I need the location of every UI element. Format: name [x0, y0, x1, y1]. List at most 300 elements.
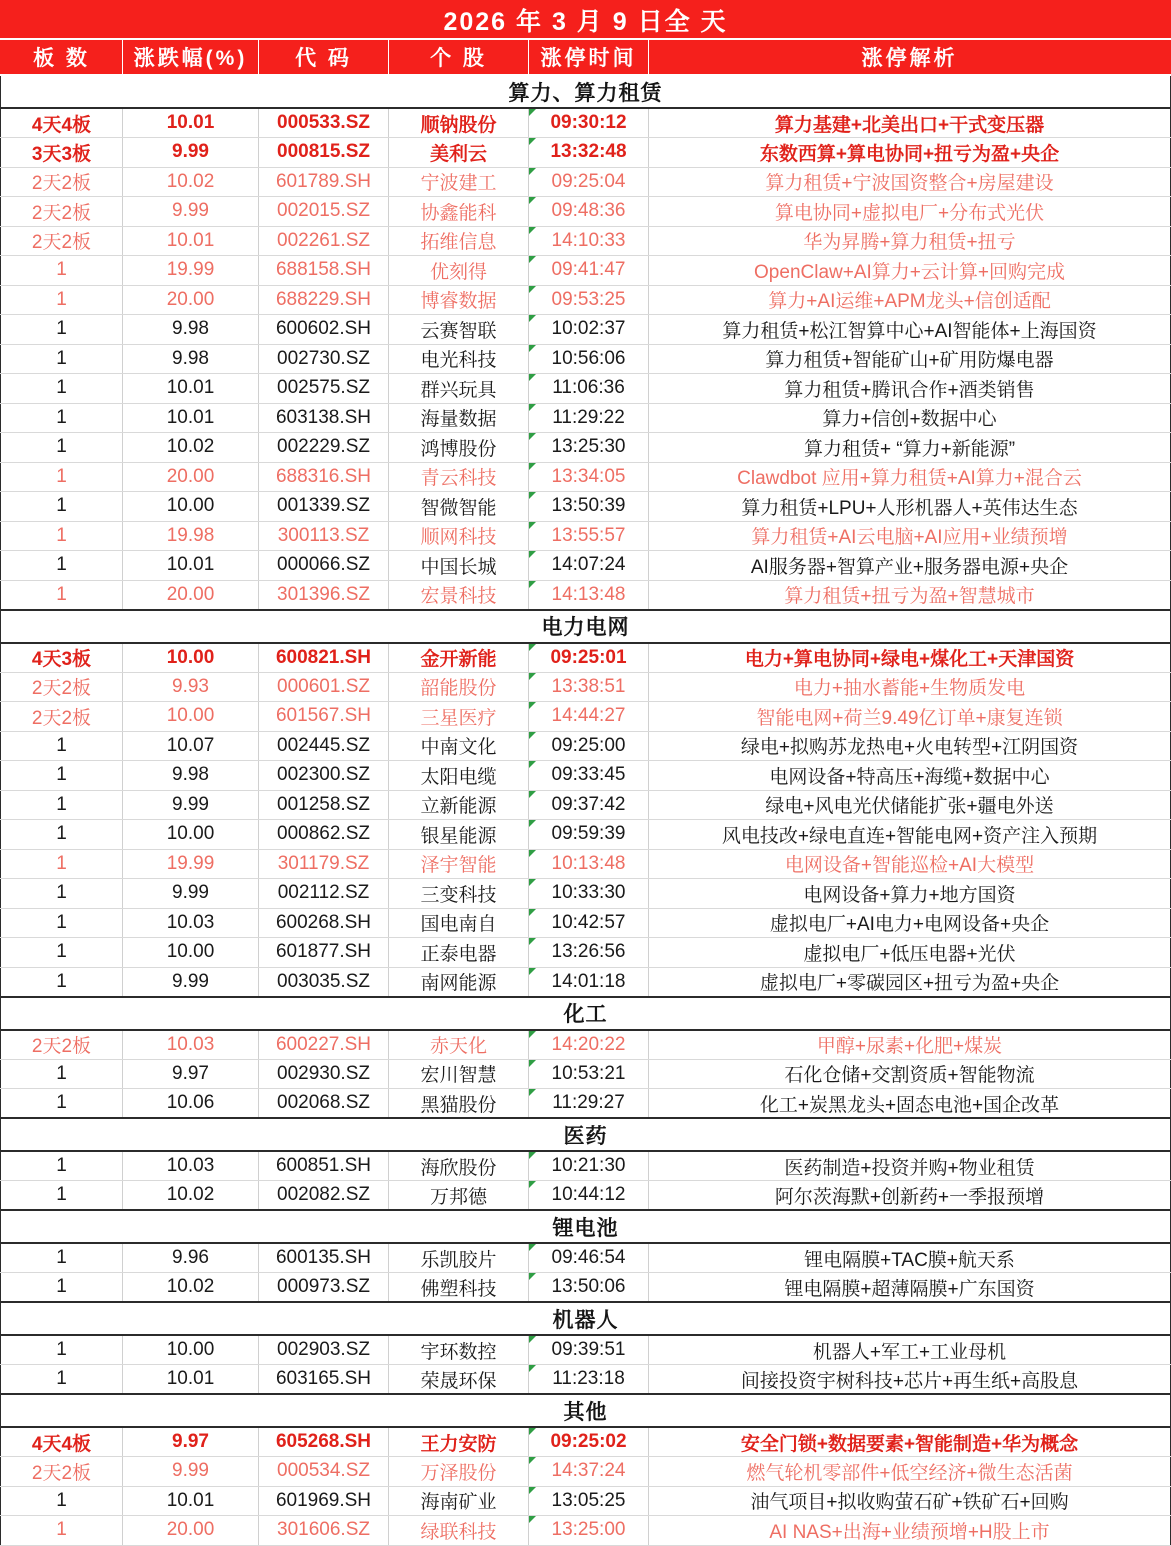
page-title: 2026 年 3 月 9 日全 天 — [1, 1, 1171, 39]
cell-note: 算力租赁+ “算力+新能源” — [649, 433, 1171, 463]
cell-code: 688229.SH — [259, 285, 389, 315]
table-row[interactable] — [1, 643, 1171, 673]
table-row[interactable] — [1, 1273, 1171, 1303]
cell-code: 002112.SZ — [259, 879, 389, 909]
error-flag-icon — [529, 909, 536, 916]
section-header-row — [1, 1394, 1171, 1427]
table-row[interactable] — [1, 1335, 1171, 1365]
error-flag-icon — [529, 968, 536, 975]
error-flag-icon — [529, 197, 536, 204]
cell-name: 赤天化 — [389, 1030, 529, 1060]
cell-note: 绿电+风电光伏储能扩张+疆电外送 — [649, 790, 1171, 820]
cell-note: 华为昇腾+算力租赁+扭亏 — [649, 226, 1171, 256]
cell-time: 11:29:22 — [529, 403, 649, 433]
cell-pct: 10.00 — [123, 643, 259, 673]
table-row[interactable] — [1, 256, 1171, 286]
error-flag-icon — [529, 109, 536, 116]
error-flag-icon — [529, 1244, 536, 1251]
table-row[interactable] — [1, 197, 1171, 227]
cell-pct: 10.07 — [123, 731, 259, 761]
cell-code: 002930.SZ — [259, 1059, 389, 1089]
cell-time: 09:30:12 — [529, 108, 649, 138]
cell-time: 13:34:05 — [529, 462, 649, 492]
error-flag-icon — [529, 1273, 536, 1280]
cell-board: 1 — [1, 521, 123, 551]
section-title: 锂电池 — [1, 1210, 1171, 1243]
cell-time: 11:23:18 — [529, 1365, 649, 1395]
cell-name: 宇环数控 — [389, 1335, 529, 1365]
cell-pct: 9.99 — [123, 197, 259, 227]
cell-note: 算力租赁+松江智算中心+AI智能体+上海国资 — [649, 315, 1171, 345]
cell-name: 立新能源 — [389, 790, 529, 820]
error-flag-icon — [529, 1152, 536, 1159]
cell-name: 美利云 — [389, 138, 529, 168]
table-row[interactable] — [1, 790, 1171, 820]
cell-pct: 10.03 — [123, 908, 259, 938]
cell-name: 中国长城 — [389, 551, 529, 581]
cell-name: 电光科技 — [389, 344, 529, 374]
cell-code: 002082.SZ — [259, 1181, 389, 1211]
cell-code: 001258.SZ — [259, 790, 389, 820]
error-flag-icon — [529, 522, 536, 529]
cell-time: 11:06:36 — [529, 374, 649, 404]
cell-board: 1 — [1, 1516, 123, 1546]
cell-note: 算力租赁+智能矿山+矿用防爆电器 — [649, 344, 1171, 374]
cell-board: 4天4板 — [1, 108, 123, 138]
cell-board: 2天2板 — [1, 226, 123, 256]
cell-time: 09:53:25 — [529, 285, 649, 315]
cell-code: 000066.SZ — [259, 551, 389, 581]
cell-code: 002261.SZ — [259, 226, 389, 256]
cell-code: 002229.SZ — [259, 433, 389, 463]
cell-note: 风电技改+绿电直连+智能电网+资产注入预期 — [649, 820, 1171, 850]
cell-code: 003035.SZ — [259, 967, 389, 997]
table-row[interactable] — [1, 1030, 1171, 1060]
cell-pct: 10.01 — [123, 374, 259, 404]
cell-code: 002015.SZ — [259, 197, 389, 227]
cell-code: 301396.SZ — [259, 580, 389, 610]
cell-board: 1 — [1, 1181, 123, 1211]
cell-board: 2天2板 — [1, 1030, 123, 1060]
table-row[interactable] — [1, 967, 1171, 997]
cell-note: 化工+炭黑龙头+固态电池+国企改革 — [649, 1089, 1171, 1119]
cell-time: 14:13:48 — [529, 580, 649, 610]
error-flag-icon — [529, 1365, 536, 1372]
section-title: 化工 — [1, 997, 1171, 1030]
cell-time: 13:25:00 — [529, 1516, 649, 1546]
cell-time: 09:25:00 — [529, 731, 649, 761]
cell-note: 算力租赁+AI云电脑+AI应用+业绩预增 — [649, 521, 1171, 551]
cell-note: 电网设备+算力+地方国资 — [649, 879, 1171, 909]
cell-note: 石化仓储+交割资质+智能物流 — [649, 1059, 1171, 1089]
cell-pct: 10.02 — [123, 167, 259, 197]
cell-board: 1 — [1, 1059, 123, 1089]
table-row[interactable] — [1, 521, 1171, 551]
cell-time: 09:48:36 — [529, 197, 649, 227]
cell-code: 601567.SH — [259, 702, 389, 732]
error-flag-icon — [529, 138, 536, 145]
table-row[interactable] — [1, 580, 1171, 610]
section-header-row — [1, 75, 1171, 108]
cell-pct: 10.00 — [123, 938, 259, 968]
error-flag-icon — [529, 374, 536, 381]
cell-name: 黑猫股份 — [389, 1089, 529, 1119]
error-flag-icon — [529, 404, 536, 411]
cell-time: 09:33:45 — [529, 761, 649, 791]
cell-pct: 9.99 — [123, 967, 259, 997]
title-banner-row — [1, 1, 1171, 39]
cell-code: 601969.SH — [259, 1486, 389, 1516]
section-header-row — [1, 1302, 1171, 1335]
section-header-row — [1, 610, 1171, 643]
cell-note: 绿电+拟购苏龙热电+火电转型+江阴国资 — [649, 731, 1171, 761]
cell-pct: 9.97 — [123, 1059, 259, 1089]
column-header-pct[interactable]: 涨跌幅(%) — [123, 39, 259, 75]
cell-code: 002575.SZ — [259, 374, 389, 404]
error-flag-icon — [529, 791, 536, 798]
error-flag-icon — [529, 1487, 536, 1494]
cell-name: 宏川智慧 — [389, 1059, 529, 1089]
cell-note: 算力租赁+宁波国资整合+房屋建设 — [649, 167, 1171, 197]
cell-pct: 10.02 — [123, 433, 259, 463]
error-flag-icon — [529, 761, 536, 768]
table-row[interactable] — [1, 879, 1171, 909]
cell-name: 鸿博股份 — [389, 433, 529, 463]
error-flag-icon — [529, 463, 536, 470]
cell-pct: 10.01 — [123, 1486, 259, 1516]
section-header-row — [1, 1210, 1171, 1243]
cell-note: 安全门锁+数据要素+智能制造+华为概念 — [649, 1427, 1171, 1457]
cell-board: 1 — [1, 1335, 123, 1365]
error-flag-icon — [529, 1060, 536, 1067]
cell-time: 13:26:56 — [529, 938, 649, 968]
cell-board: 1 — [1, 1365, 123, 1395]
cell-note: 算力租赁+LPU+人形机器人+英伟达生态 — [649, 492, 1171, 522]
table-row[interactable] — [1, 761, 1171, 791]
error-flag-icon — [529, 1089, 536, 1096]
cell-pct: 10.01 — [123, 226, 259, 256]
table-row[interactable] — [1, 731, 1171, 761]
cell-code: 000534.SZ — [259, 1457, 389, 1487]
section-header-row — [1, 997, 1171, 1030]
table-row[interactable] — [1, 1516, 1171, 1546]
cell-board: 1 — [1, 1486, 123, 1516]
error-flag-icon — [529, 1181, 536, 1188]
cell-board: 1 — [1, 551, 123, 581]
cell-time: 09:25:01 — [529, 643, 649, 673]
table-row[interactable] — [1, 938, 1171, 968]
column-header-time[interactable]: 涨停时间 — [529, 39, 649, 75]
table-row[interactable] — [1, 433, 1171, 463]
cell-board: 1 — [1, 849, 123, 879]
cell-pct: 10.00 — [123, 702, 259, 732]
cell-time: 10:02:37 — [529, 315, 649, 345]
cell-code: 688158.SH — [259, 256, 389, 286]
cell-code: 002903.SZ — [259, 1335, 389, 1365]
cell-board: 1 — [1, 580, 123, 610]
cell-pct: 9.93 — [123, 672, 259, 702]
cell-name: 云赛智联 — [389, 315, 529, 345]
table-row[interactable] — [1, 138, 1171, 168]
cell-board: 1 — [1, 1089, 123, 1119]
error-flag-icon — [529, 227, 536, 234]
cell-name: 三变科技 — [389, 879, 529, 909]
cell-board: 1 — [1, 285, 123, 315]
cell-time: 14:10:33 — [529, 226, 649, 256]
cell-code: 601877.SH — [259, 938, 389, 968]
cell-time: 10:33:30 — [529, 879, 649, 909]
error-flag-icon — [529, 1031, 536, 1038]
cell-time: 11:29:27 — [529, 1089, 649, 1119]
cell-name: 王力安防 — [389, 1427, 529, 1457]
error-flag-icon — [529, 702, 536, 709]
cell-time: 13:50:06 — [529, 1273, 649, 1303]
cell-code: 300113.SZ — [259, 521, 389, 551]
cell-code: 688316.SH — [259, 462, 389, 492]
cell-name: 宏景科技 — [389, 580, 529, 610]
cell-board: 2天2板 — [1, 197, 123, 227]
error-flag-icon — [529, 492, 536, 499]
cell-name: 海南矿业 — [389, 1486, 529, 1516]
section-header-row — [1, 1118, 1171, 1151]
table-row[interactable] — [1, 551, 1171, 581]
column-header-code[interactable]: 代 码 — [259, 39, 389, 75]
cell-time: 09:39:51 — [529, 1335, 649, 1365]
table-row[interactable] — [1, 1243, 1171, 1273]
cell-board: 1 — [1, 820, 123, 850]
cell-name: 荣晟环保 — [389, 1365, 529, 1395]
table-row[interactable] — [1, 849, 1171, 879]
cell-name: 智微智能 — [389, 492, 529, 522]
table-row[interactable] — [1, 1089, 1171, 1119]
cell-name: 协鑫能科 — [389, 197, 529, 227]
cell-board: 1 — [1, 462, 123, 492]
cell-name: 海量数据 — [389, 403, 529, 433]
cell-code: 002730.SZ — [259, 344, 389, 374]
section-title: 医药 — [1, 1118, 1171, 1151]
cell-time: 10:53:21 — [529, 1059, 649, 1089]
table-row[interactable] — [1, 702, 1171, 732]
table-row[interactable] — [1, 226, 1171, 256]
cell-code: 301606.SZ — [259, 1516, 389, 1546]
cell-note: 电网设备+智能巡检+AI大模型 — [649, 849, 1171, 879]
cell-name: 万邦德 — [389, 1181, 529, 1211]
cell-name: 拓维信息 — [389, 226, 529, 256]
cell-name: 青云科技 — [389, 462, 529, 492]
table-row[interactable] — [1, 820, 1171, 850]
cell-name: 正泰电器 — [389, 938, 529, 968]
cell-pct: 20.00 — [123, 1516, 259, 1546]
cell-board: 4天4板 — [1, 1427, 123, 1457]
cell-pct: 10.00 — [123, 492, 259, 522]
cell-time: 10:42:57 — [529, 908, 649, 938]
cell-note: 算电协同+虚拟电厂+分布式光伏 — [649, 197, 1171, 227]
cell-pct: 19.99 — [123, 256, 259, 286]
cell-pct: 10.01 — [123, 108, 259, 138]
error-flag-icon — [529, 1428, 536, 1435]
cell-note: 算力基建+北美出口+干式变压器 — [649, 108, 1171, 138]
cell-code: 600602.SH — [259, 315, 389, 345]
cell-code: 600135.SH — [259, 1243, 389, 1273]
error-flag-icon — [529, 820, 536, 827]
cell-name: 南网能源 — [389, 967, 529, 997]
table-row[interactable] — [1, 1151, 1171, 1181]
cell-name: 绿联科技 — [389, 1516, 529, 1546]
cell-code: 603138.SH — [259, 403, 389, 433]
cell-pct: 10.06 — [123, 1089, 259, 1119]
cell-note: 甲醇+尿素+化肥+煤炭 — [649, 1030, 1171, 1060]
table-row[interactable] — [1, 1181, 1171, 1211]
cell-pct: 9.97 — [123, 1427, 259, 1457]
table-row[interactable] — [1, 108, 1171, 138]
cell-board: 1 — [1, 433, 123, 463]
error-flag-icon — [529, 644, 536, 651]
table-body — [1, 1, 1171, 1545]
cell-note: 东数西算+算电协同+扭亏为盈+央企 — [649, 138, 1171, 168]
cell-note: 电力+抽水蓄能+生物质发电 — [649, 672, 1171, 702]
cell-name: 顺网科技 — [389, 521, 529, 551]
table-row[interactable] — [1, 1365, 1171, 1395]
cell-time: 13:25:30 — [529, 433, 649, 463]
cell-name: 国电南自 — [389, 908, 529, 938]
cell-name: 优刻得 — [389, 256, 529, 286]
cell-time: 10:21:30 — [529, 1151, 649, 1181]
column-header-board[interactable]: 板 数 — [1, 39, 123, 75]
cell-note: 锂电隔膜+超薄隔膜+广东国资 — [649, 1273, 1171, 1303]
table-row[interactable] — [1, 403, 1171, 433]
cell-note: 算力租赁+扭亏为盈+智慧城市 — [649, 580, 1171, 610]
cell-pct: 20.00 — [123, 285, 259, 315]
cell-note: 阿尔茨海默+创新药+一季报预增 — [649, 1181, 1171, 1211]
cell-pct: 9.99 — [123, 790, 259, 820]
table-row[interactable] — [1, 1059, 1171, 1089]
cell-board: 1 — [1, 403, 123, 433]
cell-code: 000815.SZ — [259, 138, 389, 168]
cell-time: 14:01:18 — [529, 967, 649, 997]
error-flag-icon — [529, 1457, 536, 1464]
cell-code: 600821.SH — [259, 643, 389, 673]
error-flag-icon — [529, 673, 536, 680]
error-flag-icon — [529, 581, 536, 588]
column-header-row — [1, 39, 1171, 75]
cell-time: 09:25:04 — [529, 167, 649, 197]
cell-time: 14:37:24 — [529, 1457, 649, 1487]
cell-note: 虚拟电厂+零碳园区+扭亏为盈+央企 — [649, 967, 1171, 997]
cell-board: 1 — [1, 315, 123, 345]
cell-name: 太阳电缆 — [389, 761, 529, 791]
table-row[interactable] — [1, 1427, 1171, 1457]
section-title: 算力、算力租赁 — [1, 75, 1171, 108]
cell-name: 万泽股份 — [389, 1457, 529, 1487]
cell-note: 机器人+军工+工业母机 — [649, 1335, 1171, 1365]
cell-name: 顺钠股份 — [389, 108, 529, 138]
cell-board: 2天2板 — [1, 672, 123, 702]
cell-board: 1 — [1, 879, 123, 909]
cell-code: 605268.SH — [259, 1427, 389, 1457]
table-row[interactable] — [1, 1457, 1171, 1487]
error-flag-icon — [529, 1516, 536, 1523]
cell-pct: 10.01 — [123, 1365, 259, 1395]
table-row[interactable] — [1, 374, 1171, 404]
cell-time: 09:46:54 — [529, 1243, 649, 1273]
cell-note: 燃气轮机零部件+低空经济+微生态活菌 — [649, 1457, 1171, 1487]
cell-code: 600227.SH — [259, 1030, 389, 1060]
table-row[interactable] — [1, 1486, 1171, 1516]
cell-note: 油气项目+拟收购萤石矿+铁矿石+回购 — [649, 1486, 1171, 1516]
cell-pct: 10.03 — [123, 1151, 259, 1181]
table-row[interactable] — [1, 344, 1171, 374]
cell-note: OpenClaw+AI算力+云计算+回购完成 — [649, 256, 1171, 286]
error-flag-icon — [529, 315, 536, 322]
cell-pct: 10.01 — [123, 551, 259, 581]
cell-board: 2天2板 — [1, 702, 123, 732]
cell-code: 000533.SZ — [259, 108, 389, 138]
cell-code: 301179.SZ — [259, 849, 389, 879]
cell-time: 14:20:22 — [529, 1030, 649, 1060]
cell-board: 1 — [1, 731, 123, 761]
cell-code: 600268.SH — [259, 908, 389, 938]
cell-pct: 19.99 — [123, 849, 259, 879]
cell-code: 001339.SZ — [259, 492, 389, 522]
cell-note: 间接投资宇树科技+芯片+再生纸+高股息 — [649, 1365, 1171, 1395]
cell-time: 14:07:24 — [529, 551, 649, 581]
cell-pct: 10.00 — [123, 1335, 259, 1365]
error-flag-icon — [529, 732, 536, 739]
cell-name: 佛塑科技 — [389, 1273, 529, 1303]
table-row[interactable] — [1, 908, 1171, 938]
cell-board: 1 — [1, 1151, 123, 1181]
cell-name: 宁波建工 — [389, 167, 529, 197]
cell-code: 002445.SZ — [259, 731, 389, 761]
cell-board: 1 — [1, 761, 123, 791]
column-header-note[interactable]: 涨停解析 — [649, 39, 1171, 75]
cell-note: 电网设备+特高压+海缆+数据中心 — [649, 761, 1171, 791]
table-row[interactable] — [1, 167, 1171, 197]
error-flag-icon — [529, 256, 536, 263]
cell-time: 10:13:48 — [529, 849, 649, 879]
cell-time: 09:41:47 — [529, 256, 649, 286]
cell-pct: 10.02 — [123, 1273, 259, 1303]
cell-note: Clawdbot 应用+算力租赁+AI算力+混合云 — [649, 462, 1171, 492]
cell-note: 电力+算电协同+绿电+煤化工+天津国资 — [649, 643, 1171, 673]
cell-code: 002300.SZ — [259, 761, 389, 791]
cell-pct: 9.96 — [123, 1243, 259, 1273]
cell-name: 韶能股份 — [389, 672, 529, 702]
cell-board: 3天3板 — [1, 138, 123, 168]
column-header-name[interactable]: 个 股 — [389, 39, 529, 75]
cell-code: 603165.SH — [259, 1365, 389, 1395]
cell-pct: 10.02 — [123, 1181, 259, 1211]
table-row[interactable] — [1, 285, 1171, 315]
cell-note: AI服务器+智算产业+服务器电源+央企 — [649, 551, 1171, 581]
table-row[interactable] — [1, 672, 1171, 702]
error-flag-icon — [529, 286, 536, 293]
cell-board: 1 — [1, 1243, 123, 1273]
cell-time: 09:25:02 — [529, 1427, 649, 1457]
cell-time: 13:32:48 — [529, 138, 649, 168]
table-row[interactable] — [1, 462, 1171, 492]
cell-name: 泽宇智能 — [389, 849, 529, 879]
cell-board: 2天2板 — [1, 1457, 123, 1487]
cell-code: 601789.SH — [259, 167, 389, 197]
table-row[interactable] — [1, 315, 1171, 345]
cell-note: 锂电隔膜+TAC膜+航天系 — [649, 1243, 1171, 1273]
error-flag-icon — [529, 879, 536, 886]
cell-name: 博睿数据 — [389, 285, 529, 315]
cell-pct: 9.99 — [123, 138, 259, 168]
table-row[interactable] — [1, 492, 1171, 522]
error-flag-icon — [529, 938, 536, 945]
